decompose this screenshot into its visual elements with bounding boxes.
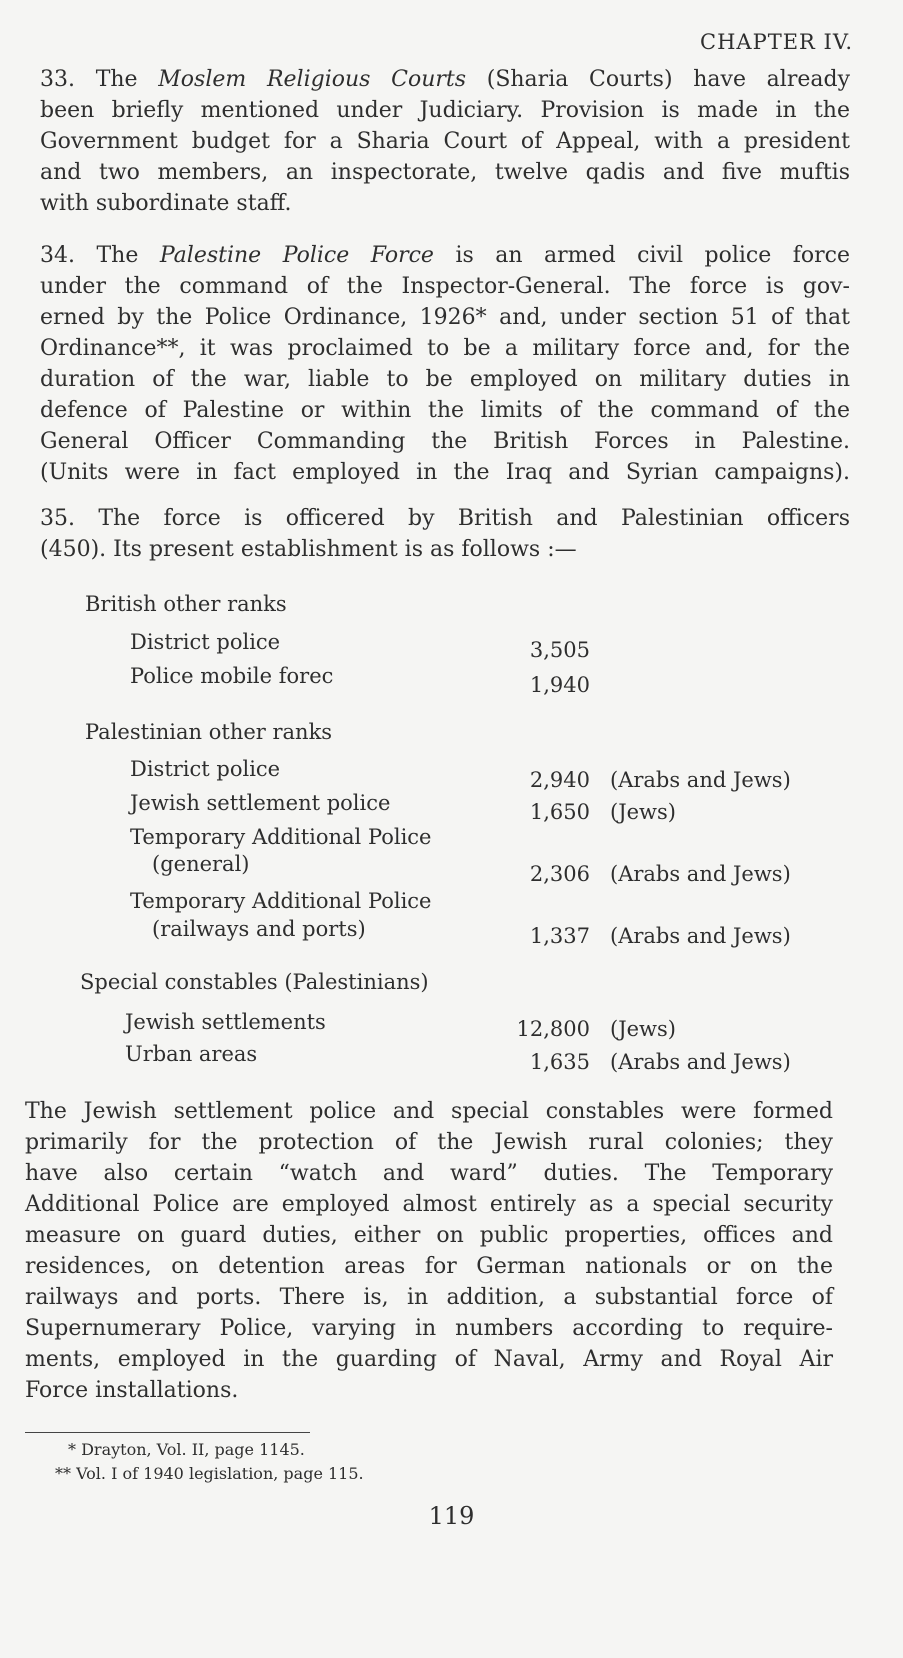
row-number: 1,650 [529,800,590,824]
group-heading: British other ranks [85,592,287,616]
row-number: 2,940 [529,768,590,792]
text-line: defence of Palestine or within the limits of the command of the [40,398,850,423]
row-label: Jewish settlement police [130,791,391,815]
row-number: 1,337 [529,924,590,948]
row-label: Urban areas [125,1042,258,1066]
row-number: 12,800 [516,1017,590,1041]
row-label-continued: (general) [152,852,250,876]
row-note: (Arabs and Jews) [610,862,791,886]
text-segment: (Sharia Courts) have already [466,67,850,92]
text-line: have also certain “watch and ward” duties. The Temporary [25,1161,833,1186]
text-line: and two members, an inspectorate, twelve qadis and five muftis [40,160,850,185]
row-number: 1,940 [529,673,590,697]
text-line: (Units were in fact employed in the Iraq and Syrian campaigns). [40,460,850,485]
text-line [40,240,850,271]
text-line: Force installations. [25,1378,239,1403]
row-number: 2,306 [529,862,590,886]
row-number: 1,635 [529,1050,590,1074]
row-note: (Arabs and Jews) [610,924,791,948]
row-note: (Jews) [610,800,676,824]
paragraph-closing [25,1096,833,1406]
text-line: Supernumerary Police, varying in numbers according to require- [25,1316,833,1341]
text-segment: 34. The [40,243,160,268]
text-line: (450). Its present establishment is as follows :— [40,537,577,562]
italic-term: Moslem Religious Courts [158,67,467,92]
text-segment: is an armed civil police force [433,243,850,268]
text-line: erned by the Police Ordinance, 1926* and, under section 51 of that [40,305,850,330]
text-line: Ordinance**, it was proclaimed to be a military force and, for the [40,336,850,361]
text-line: with subordinate staff. [40,191,292,216]
text-segment: 33. The [40,67,159,92]
text-line: 35. The force is officered by British and Palestinian officers [40,506,850,531]
chapter-header: CHAPTER IV. [700,30,853,54]
row-label: District police [130,757,281,781]
text-line: General Officer Commanding the British Forces in Palestine. [40,429,850,454]
row-number: 3,505 [529,638,590,662]
row-label: Jewish settlements [125,1010,326,1034]
row-note: (Jews) [610,1017,676,1041]
row-note: (Arabs and Jews) [610,1050,791,1074]
italic-term: Palestine Police Force [159,243,434,268]
text-line: The Jewish settlement police and special constables were formed [25,1099,833,1124]
text-line: residences, on detention areas for German nationals or on the [25,1254,833,1279]
footnote-1: * Drayton, Vol. II, page 1145. [68,1440,305,1459]
text-line: under the command of the Inspector-General. The force is gov- [40,274,850,299]
group-heading: Special constables (Palestinians) [80,970,429,994]
paragraph-33 [40,64,850,219]
row-note: (Arabs and Jews) [610,768,791,792]
footnote-2: ** Vol. I of 1940 legislation, page 115. [55,1464,364,1483]
group-heading: Palestinian other ranks [85,720,333,744]
text-line: measure on guard duties, either on public properties, offices and [25,1223,833,1248]
row-label: District police [130,630,281,654]
text-line: duration of the war, liable to be employed on military duties in [40,367,850,392]
text-line: Government budget for a Sharia Court of Appeal, with a president [40,129,850,154]
footnote-divider [25,1432,310,1433]
text-line: Additional Police are employed almost entirely as a special security [25,1192,833,1217]
row-label: Police mobile forec [130,664,334,688]
text-line: been briefly mentioned under Judiciary. Provision is made in the [40,98,850,123]
text-line: ments, employed in the guarding of Naval, Army and Royal Air [25,1347,833,1372]
paragraph-35 [40,503,850,565]
page-number: 119 [428,1502,475,1530]
text-line [40,64,850,95]
text-line: railways and ports. There is, in addition, a substantial force of [25,1285,833,1310]
row-label-continued: (railways and ports) [152,917,366,941]
paragraph-34 [40,240,850,488]
row-label: Temporary Additional Police [130,825,432,849]
text-line: primarily for the protection of the Jewish rural colonies; they [25,1130,833,1155]
row-label: Temporary Additional Police [130,889,432,913]
